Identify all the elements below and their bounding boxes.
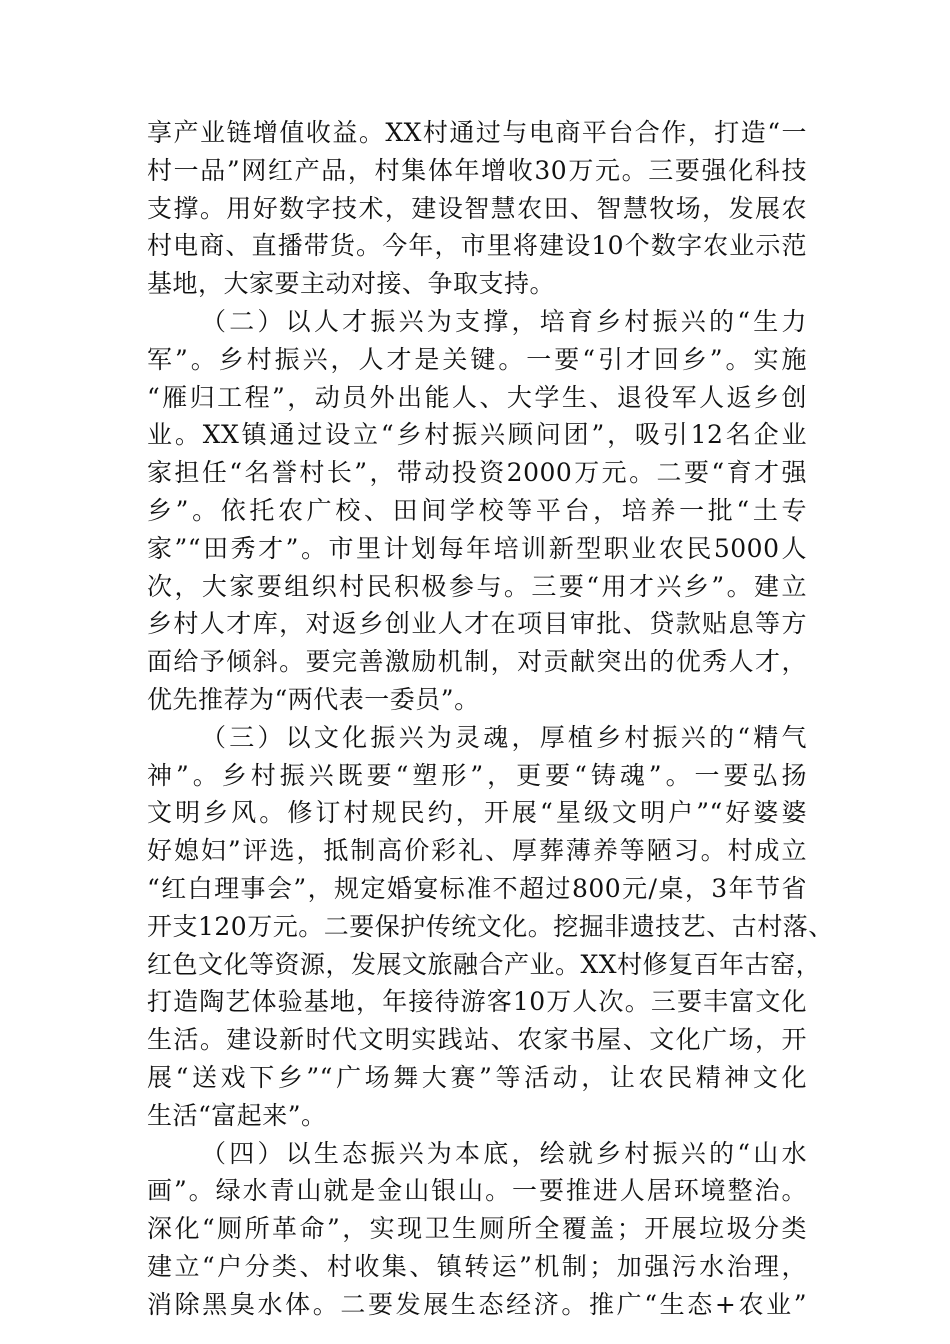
text-line: 乡”。依托农广校、田间学校等平台，培养一批“土专	[147, 495, 807, 525]
text-line: 村电商、直播带货。今年，市里将建设10个数字农业示范	[147, 231, 807, 261]
text-line: 开支120万元。二要保护传统文化。挖掘非遗技艺、古村落、	[147, 911, 834, 941]
text-line: 次，大家要组织村民积极参与。三要“用才兴乡”。建立	[147, 571, 807, 601]
text-line: 文明乡风。修订村规民约，开展“星级文明户”“好婆婆	[147, 798, 807, 828]
text-line: 生活“富起来”。	[147, 1100, 327, 1130]
text-line: 家”“田秀才”。市里计划每年培训新型职业农民5000人	[147, 533, 807, 563]
text-line: 支撑。用好数字技术，建设智慧农田、智慧牧场，发展农	[147, 193, 807, 223]
text-line: 享产业链增值收益。XX村通过与电商平台合作，打造“一	[147, 118, 807, 147]
text-line: 画”。绿水青山就是金山银山。一要推进人居环境整治。	[147, 1176, 807, 1206]
document-page	[147, 114, 834, 1324]
text-line: 乡村人才库，对返乡创业人才在项目审批、贷款贴息等方	[147, 609, 807, 639]
text-line: 建立“户分类、村收集、镇转运”机制；加强污水治理，	[147, 1251, 807, 1281]
paragraph-talent-revitalization	[147, 303, 807, 719]
section-heading-line: （三）以文化振兴为灵魂，厚植乡村振兴的“精气	[201, 722, 807, 752]
text-line: 深化“厕所革命”，实现卫生厕所全覆盖；开展垃圾分类	[147, 1214, 807, 1244]
text-line: “红白理事会”，规定婚宴标准不超过800元/桌，3年节省	[147, 873, 807, 903]
text-line: 好媳妇”评选，抵制高价彩礼、厚葬薄养等陋习。村成立	[147, 836, 807, 866]
text-line: 消除黑臭水体。二要发展生态经济。推广“生态+农业”	[147, 1289, 807, 1319]
text-line: 优先推荐为“两代表一委员”。	[147, 684, 480, 714]
text-line: 打造陶艺体验基地，年接待游客10万人次。三要丰富文化	[147, 987, 807, 1017]
text-line: 家担任“名誉村长”，带动投资2000万元。二要“育才强	[147, 458, 807, 488]
paragraph-industry-continuation	[147, 114, 807, 303]
text-line: “雁归工程”，动员外出能人、大学生、退役军人返乡创	[147, 382, 807, 412]
text-line: 业。XX镇通过设立“乡村振兴顾问团”，吸引12名企业	[147, 420, 807, 450]
text-line: 村一品”网红产品，村集体年增收30万元。三要强化科技	[147, 155, 807, 185]
paragraph-culture-revitalization	[147, 719, 834, 1135]
text-line: 基地，大家要主动对接、争取支持。	[147, 269, 556, 299]
text-line: 红色文化等资源，发展文旅融合产业。XX村修复百年古窑，	[147, 949, 822, 979]
paragraph-ecology-revitalization	[147, 1135, 807, 1324]
text-line: 展“送戏下乡”“广场舞大赛”等活动，让农民精神文化	[147, 1062, 807, 1092]
text-line: 神”。乡村振兴既要“塑形”，更要“铸魂”。一要弘扬	[147, 760, 807, 790]
section-heading-line: （四）以生态振兴为本底，绘就乡村振兴的“山水	[201, 1138, 807, 1168]
text-line: 生活。建设新时代文明实践站、农家书屋、文化广场，开	[147, 1025, 807, 1055]
text-line: 军”。乡村振兴，人才是关键。一要“引才回乡”。实施	[147, 344, 807, 374]
section-heading-line: （二）以人才振兴为支撑，培育乡村振兴的“生力	[201, 306, 807, 336]
text-line: 面给予倾斜。要完善激励机制，对贡献突出的优秀人才，	[147, 647, 807, 677]
